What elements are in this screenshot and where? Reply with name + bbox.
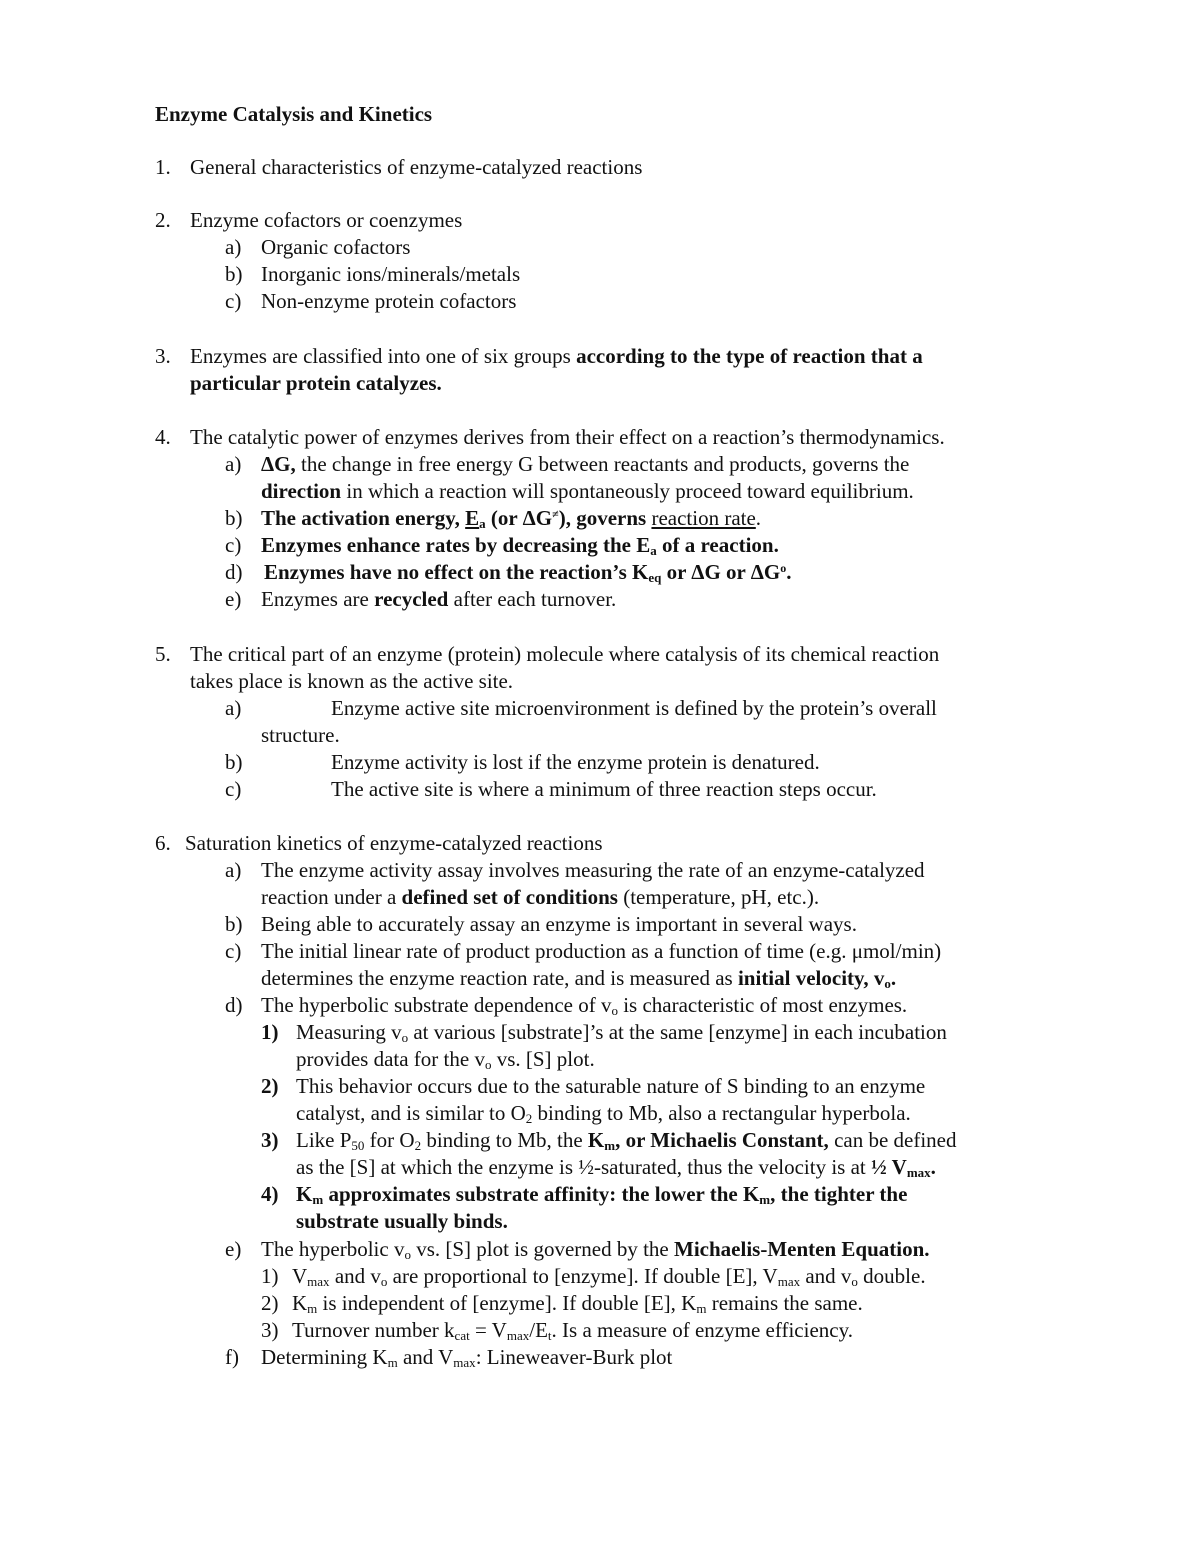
section-6-number: 6.	[155, 831, 171, 855]
section-5a-line-2: structure.	[261, 723, 340, 747]
section-6b-label: b)	[225, 912, 243, 936]
section-5a-label: a)	[225, 696, 242, 720]
section-4b-text: The activation energy, $E_a$ (or ΔG≠), governs reaction rate.	[261, 506, 762, 531]
section-4d-text: Enzymes have no effect on the reaction’s $K_{eq}$ or ΔG or $\Delta G^o$.	[264, 560, 792, 585]
section-6d3-line-1: Like $P_{50}$ for $O_2$ binding to Mb, the $K_m$, or Michaelis Constant, can be defined	[296, 1128, 957, 1153]
section-2-number: 2.	[155, 208, 171, 232]
section-6e3-label: 3)	[261, 1318, 279, 1342]
section-6e-text: The hyperbolic $v_o$ vs. [S] plot is governed by the Michaelis-Menten Equation.	[261, 1237, 930, 1262]
section-6-text: Saturation kinetics of enzyme-catalyzed reactions	[185, 831, 603, 855]
section-5-number: 5.	[155, 642, 171, 666]
section-6a-label: a)	[225, 858, 242, 882]
section-2-text: Enzyme cofactors or coenzymes	[190, 208, 463, 232]
section-4c-text: Enzymes enhance rates by decreasing the $E_a$ of a reaction.	[261, 533, 779, 558]
section-6c-line-2: determines the enzyme reaction rate, and is measured as initial velocity, $v_o$.	[261, 966, 897, 991]
section-6a-line-2: reaction under a defined set of conditions (temperature, pH, etc.).	[261, 885, 820, 909]
section-1-text: General characteristics of enzyme-catalyzed reactions	[190, 155, 643, 179]
section-2a-text: Organic cofactors	[261, 235, 411, 259]
section-2b-label: b)	[225, 262, 243, 286]
section-4b-label: b)	[225, 506, 243, 530]
section-4d-label: d)	[225, 560, 243, 584]
section-2a-label: a)	[225, 235, 242, 259]
section-6d4-line-2: substrate usually binds.	[296, 1209, 508, 1233]
section-6d2-line-1: This behavior occurs due to the saturable nature of S binding to an enzyme	[296, 1074, 926, 1098]
section-4a-line-2: direction in which a reaction will spontaneously proceed toward equilibrium.	[261, 479, 914, 503]
section-6a-line-1: The enzyme activity assay involves measuring the rate of an enzyme-catalyzed	[261, 858, 925, 882]
section-6d-text: The hyperbolic substrate dependence of $v_o$ is characteristic of most enzymes.	[261, 993, 908, 1018]
section-6d4-line-1: $K_m$ approximates substrate affinity: the lower the $K_m$, the tighter the	[296, 1182, 908, 1207]
section-6e-label: e)	[225, 1237, 242, 1261]
section-6d1-label: 1)	[261, 1020, 279, 1044]
section-4a-label: a)	[225, 452, 242, 476]
section-4c-label: c)	[225, 533, 242, 557]
section-6d2-line-2: catalyst, and is similar to $O_2$ binding to Mb, also a rectangular hyperbola.	[296, 1101, 911, 1126]
section-6e2-label: 2)	[261, 1291, 279, 1315]
section-5-line-1: The critical part of an enzyme (protein) molecule where catalysis of its chemical reaction	[190, 642, 940, 666]
section-6d-label: d)	[225, 993, 243, 1017]
section-6e2-text: $K_m$ is independent of [enzyme]. If double [E], $K_m$ remains the same.	[292, 1291, 863, 1316]
section-5-line-2: takes place is known as the active site.	[190, 669, 514, 693]
section-6c-line-1: The initial linear rate of product production as a function of time (e.g. μmol/min)	[261, 939, 942, 963]
section-5c-label: c)	[225, 777, 242, 801]
section-2b-text: Inorganic ions/minerals/metals	[261, 262, 521, 286]
section-5a-line-1: Enzyme active site microenvironment is defined by the protein’s overall	[331, 696, 937, 720]
section-6b-text: Being able to accurately assay an enzyme is important in several ways.	[261, 912, 857, 936]
page-title: Enzyme Catalysis and Kinetics	[155, 102, 433, 126]
section-5b-text: Enzyme activity is lost if the enzyme protein is denatured.	[331, 750, 820, 774]
section-6d2-label: 2)	[261, 1074, 279, 1098]
section-3-number: 3.	[155, 344, 171, 368]
section-6f-text: Determining $K_m$ and $V_{max}$: Lineweaver-Burk plot	[261, 1345, 673, 1370]
section-6d4-label: 4)	[261, 1182, 279, 1206]
section-5c-text: The active site is where a minimum of three reaction steps occur.	[331, 777, 877, 801]
section-6e3-text: Turnover number $k_{cat} = V_{max}/E_t$. Is a measure of enzyme efficiency.	[292, 1318, 853, 1343]
section-6d3-line-2: as the [S] at which the enzyme is ½-saturated, thus the velocity is at ½ $V_{max}$.	[296, 1155, 936, 1180]
section-6c-label: c)	[225, 939, 242, 963]
section-2c-label: c)	[225, 289, 242, 313]
section-6d1-line-1: Measuring $v_o$ at various [substrate]’s at the same [enzyme] in each incubation	[296, 1020, 947, 1045]
section-4e-label: e)	[225, 587, 242, 611]
section-6f-label: f)	[225, 1345, 239, 1369]
section-5b-label: b)	[225, 750, 243, 774]
section-6e1-label: 1)	[261, 1264, 279, 1288]
section-4-text: The catalytic power of enzymes derives from their effect on a reaction’s thermodynamics.	[190, 425, 945, 449]
section-2c-text: Non-enzyme protein cofactors	[261, 289, 517, 313]
section-4a-line-1: ΔG, the change in free energy G between reactants and products, governs the	[261, 452, 910, 476]
section-3-line-2: particular protein catalyzes.	[190, 371, 442, 395]
section-6d1-line-2: provides data for the $v_o$ vs. [S] plot.	[296, 1047, 595, 1072]
section-3-line-1: Enzymes are classified into one of six groups according to the type of reaction that a	[190, 344, 923, 368]
section-6e1-text: $V_{max}$ and $v_o$ are proportional to [enzyme]. If double [E], $V_{max}$ and $v_o$ double.	[292, 1264, 926, 1289]
section-1-number: 1.	[155, 155, 171, 179]
section-6d3-label: 3)	[261, 1128, 279, 1152]
section-4e-text: Enzymes are recycled after each turnover.	[261, 587, 617, 611]
section-4-number: 4.	[155, 425, 171, 449]
